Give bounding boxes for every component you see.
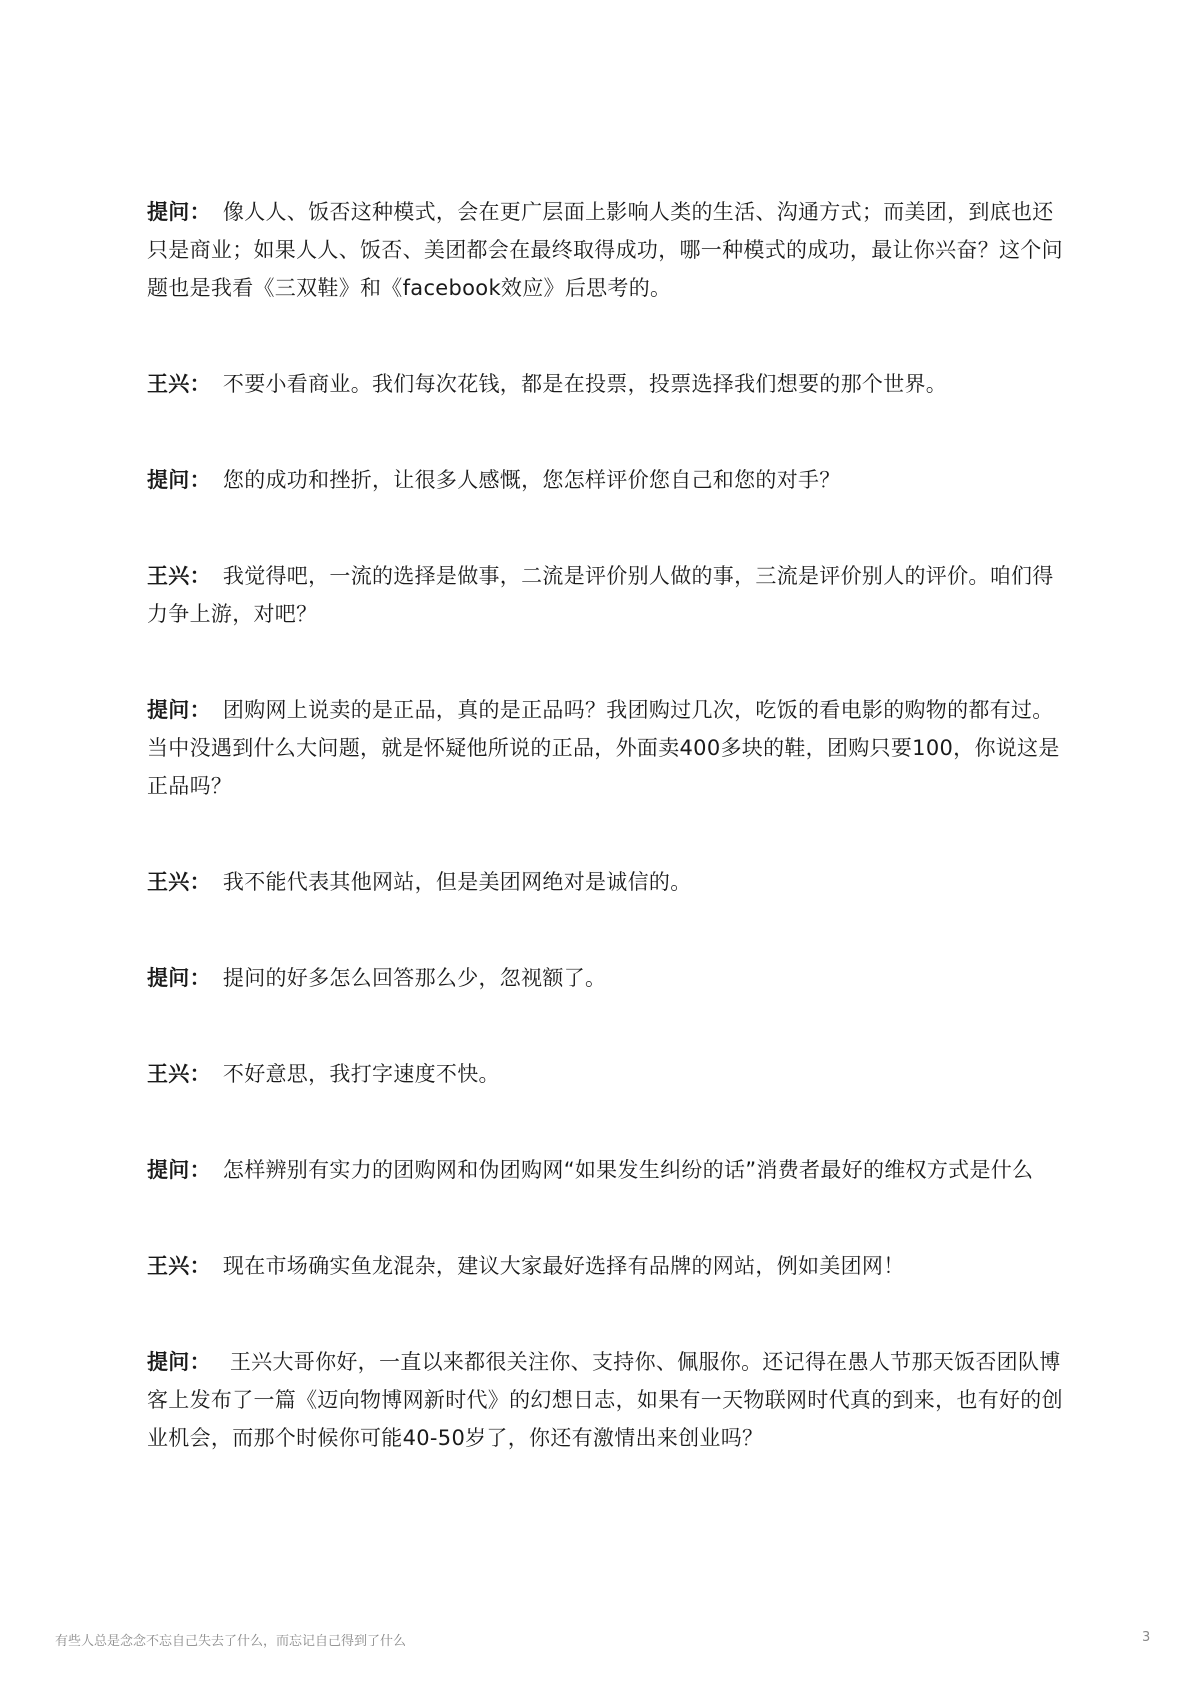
speaker-label: 王兴： [147,564,211,588]
qa-paragraph [147,1247,1067,1285]
qa-paragraph [147,1343,1067,1457]
page-number: 3 [1142,1630,1151,1645]
qa-paragraph [147,557,1067,633]
speaker-label: 提问： [147,1350,211,1374]
paragraph-text: 不要小看商业。我们每次花钱，都是在投票，投票选择我们想要的那个世界。 [222,372,948,396]
qa-paragraph [147,1151,1067,1189]
qa-paragraph [147,959,1067,997]
qa-paragraph [147,193,1067,307]
paragraph-text: 您的成功和挫折，让很多人感慨，您怎样评价您自己和您的对手？ [222,468,841,492]
document-body [147,193,1067,1515]
paragraph-text: 王兴大哥你好，一直以来都很关注你、支持你、佩服你。还记得在愚人节那天饭否团队博客上发布了一篇《迈向物博网新时代》的幻想日志，如果有一天物联网时代真的到来，也有好的创业机会，而那个时候你可能40-50岁了，你还有激情出来创业吗？ [147,1350,1063,1450]
qa-paragraph [147,691,1067,805]
paragraph-text: 团购网上说卖的是正品，真的是正品吗？我团购过几次，吃饭的看电影的购物的都有过。当中没遇到什么大问题，就是怀疑他所说的正品，外面卖400多块的鞋，团购只要100，你说这是正品吗？ [147,698,1060,798]
paragraph-text: 怎样辨别有实力的团购网和伪团购网“如果发生纠纷的话”消费者最好的维权方式是什么 [222,1158,1034,1182]
paragraph-text: 现在市场确实鱼龙混杂，建议大家最好选择有品牌的网站，例如美团网！ [222,1254,905,1278]
speaker-label: 王兴： [147,372,211,396]
speaker-label: 王兴： [147,1062,211,1086]
speaker-label: 提问： [147,698,211,722]
speaker-label: 提问： [147,468,211,492]
qa-paragraph [147,461,1067,499]
paragraph-text: 像人人、饭否这种模式，会在更广层面上影响人类的生活、沟通方式；而美团，到底也还只是商业；如果人人、饭否、美团都会在最终取得成功，哪一种模式的成功，最让你兴奋？这个问题也是我看《三双鞋》和《facebook效应》后思考的。 [147,200,1063,300]
speaker-label: 提问： [147,966,211,990]
footer-text: 有些人总是念念不忘自己失去了什么，而忘记自己得到了什么 [55,1634,407,1649]
paragraph-text: 提问的好多怎么回答那么少，忽视额了。 [222,966,607,990]
speaker-label: 提问： [147,200,211,224]
qa-paragraph [147,365,1067,403]
paragraph-text: 不好意思，我打字速度不快。 [222,1062,500,1086]
speaker-label: 提问： [147,1158,211,1182]
qa-paragraph [147,863,1067,901]
paragraph-text: 我不能代表其他网站，但是美团网绝对是诚信的。 [222,870,692,894]
qa-paragraph [147,1055,1067,1093]
speaker-label: 王兴： [147,870,211,894]
speaker-label: 王兴： [147,1254,211,1278]
paragraph-text: 我觉得吧，一流的选择是做事，二流是评价别人做的事，三流是评价别人的评价。咱们得力争上游，对吧？ [147,564,1054,626]
